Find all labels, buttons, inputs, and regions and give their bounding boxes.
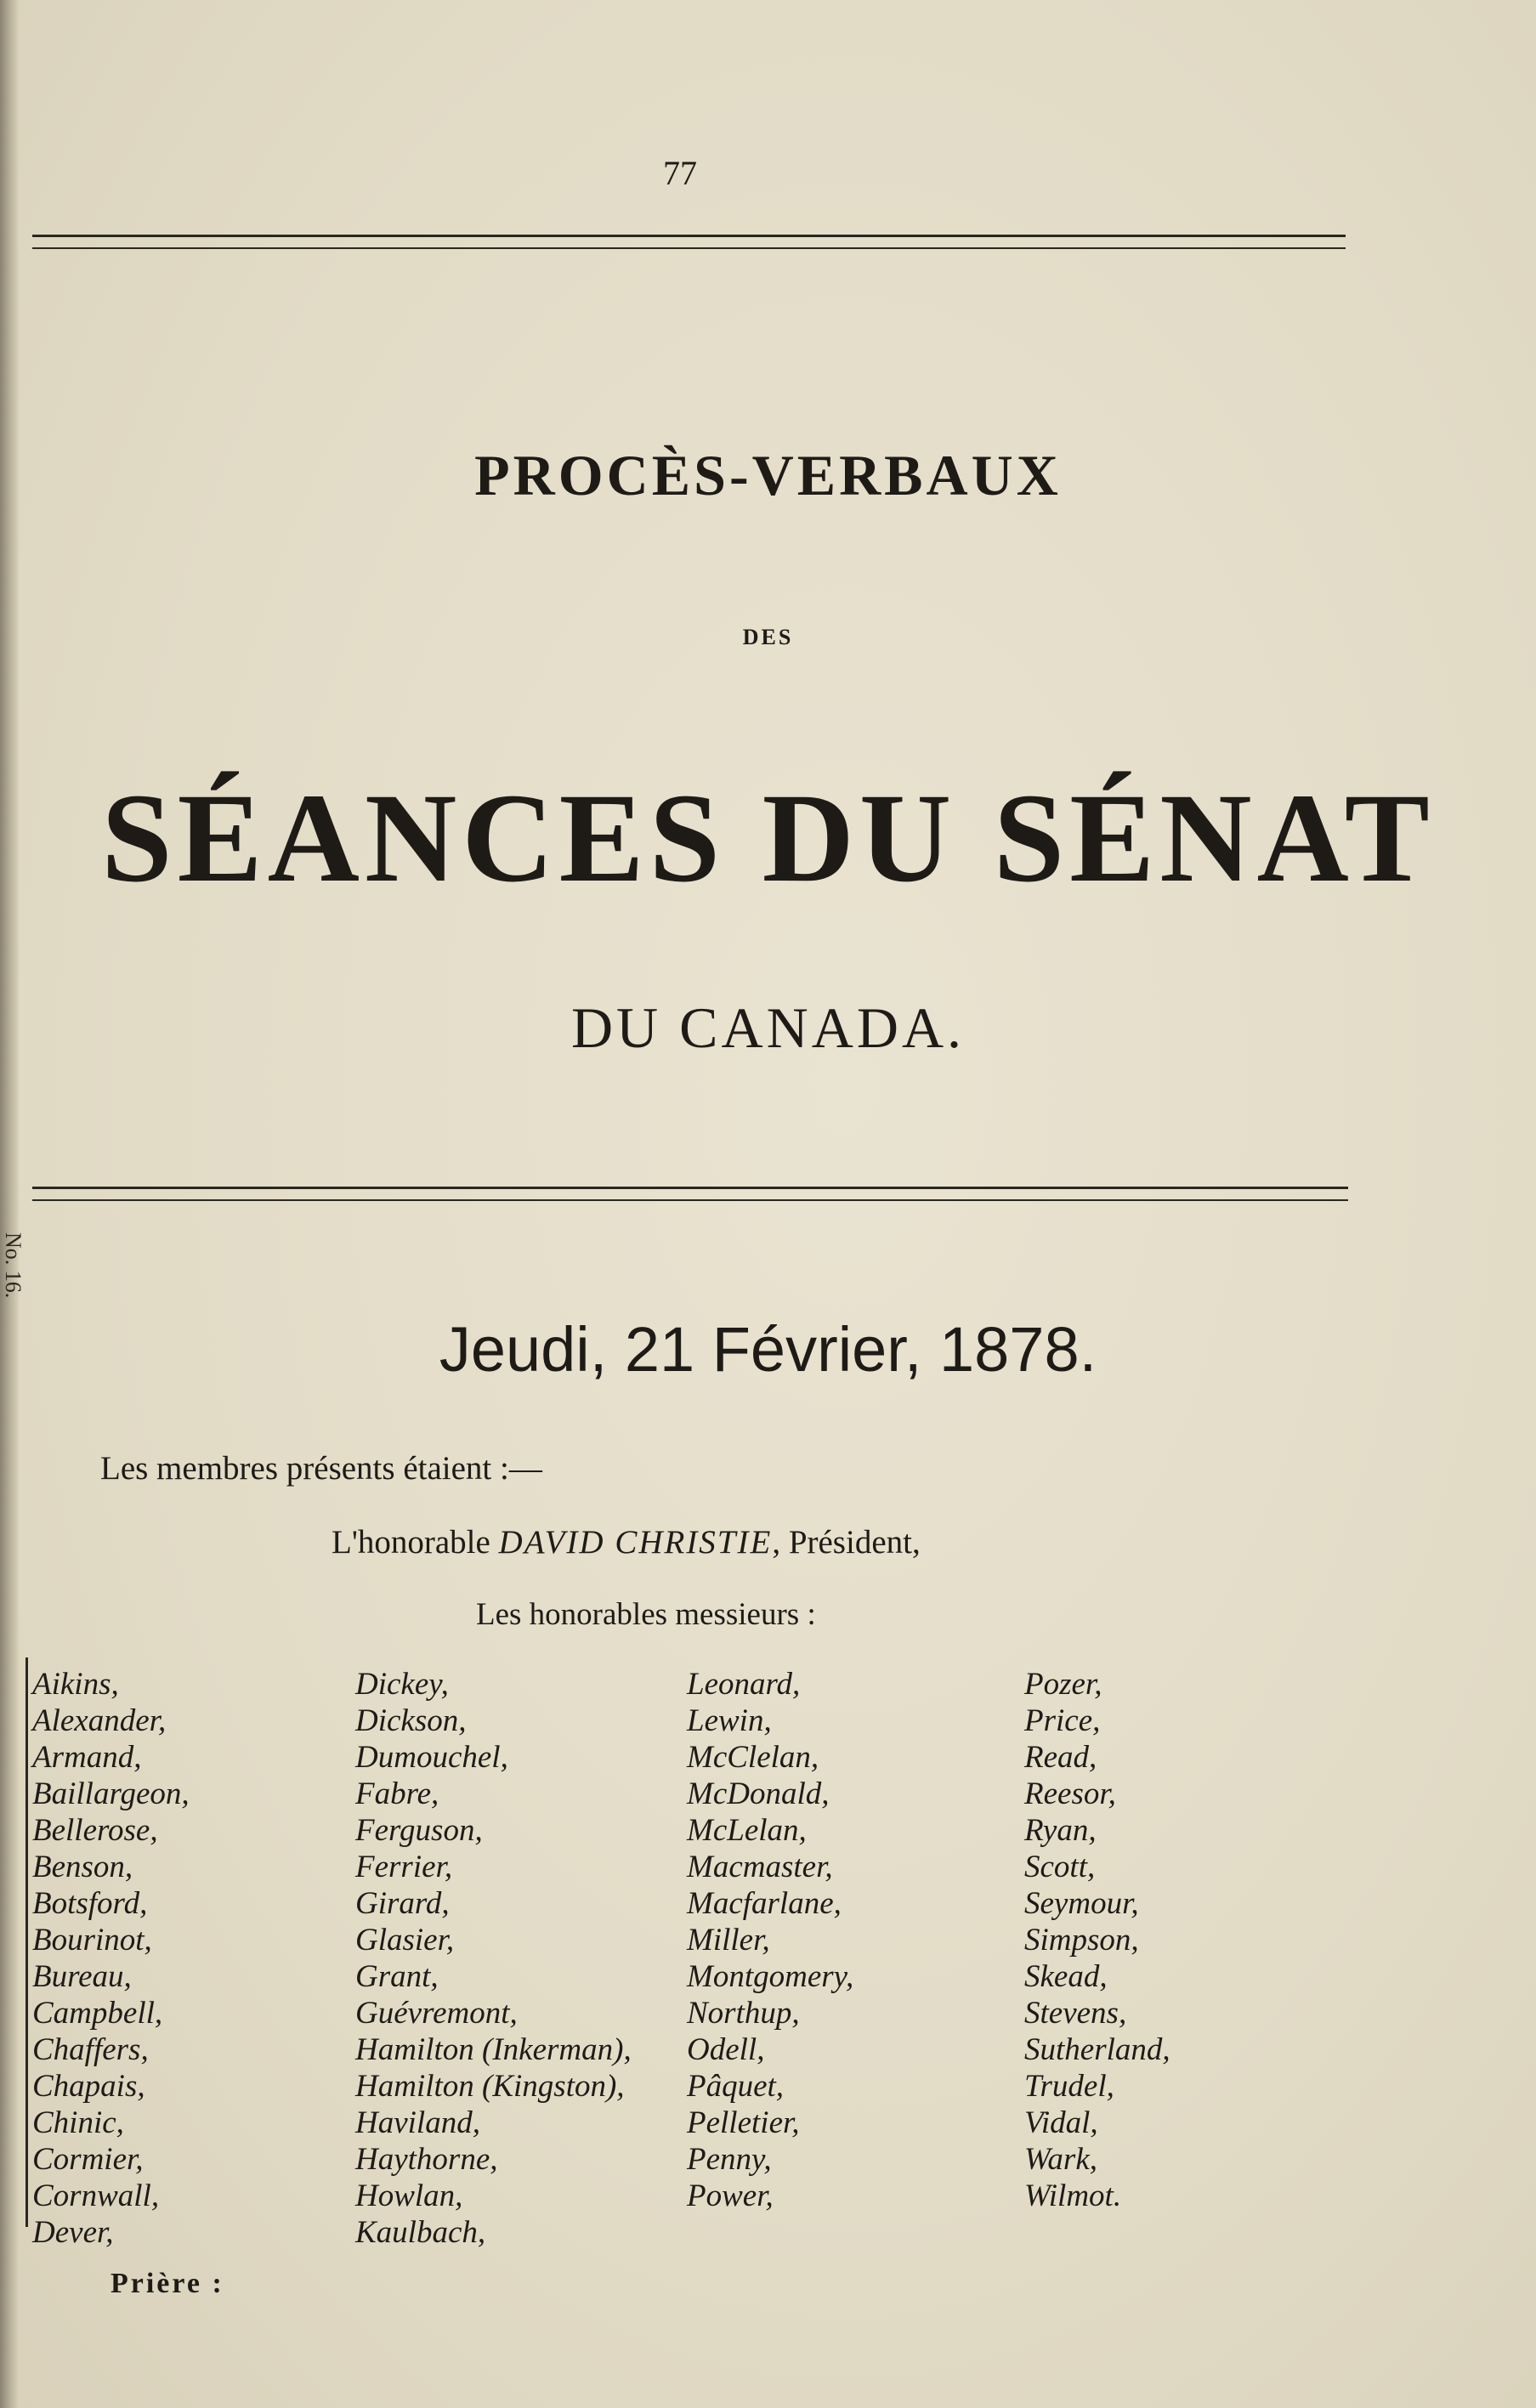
heading-proces-verbaux: PROCÈS-VERBAUX — [474, 443, 1062, 507]
member-name: Seymour, — [1024, 1886, 1139, 1921]
member-name: Skead, — [1024, 1959, 1108, 1994]
session-date: Jeudi, 21 Février, 1878. — [439, 1314, 1097, 1385]
member-name: Armand, — [32, 1740, 142, 1775]
member-name: Price, — [1024, 1703, 1101, 1738]
members-present-intro: Les membres présents étaient :— — [100, 1450, 542, 1487]
member-name: Sutherland, — [1024, 2032, 1170, 2067]
member-name: Dickson, — [355, 1703, 467, 1738]
member-name: McLelan, — [687, 1813, 807, 1848]
member-name: Bellerose, — [32, 1813, 158, 1848]
heading-des: DES — [742, 625, 794, 649]
member-name: Glasier, — [355, 1923, 455, 1958]
member-name: Dickey, — [355, 1667, 449, 1702]
member-name: Kaulbach, — [355, 2215, 486, 2250]
member-name: Miller, — [687, 1923, 770, 1958]
member-name: Hamilton (Inkerman), — [355, 2032, 632, 2067]
bottom-double-rule — [32, 1187, 1348, 1201]
member-name: Macmaster, — [687, 1850, 833, 1884]
member-name: McDonald, — [687, 1776, 830, 1811]
member-name: Dumouchel, — [355, 1740, 508, 1775]
member-name: Guévremont, — [355, 1996, 518, 2031]
member-name: Northup, — [687, 1996, 800, 2031]
member-name: Howlan, — [355, 2179, 463, 2213]
president-line — [332, 1523, 921, 1561]
honorables-messieurs-heading: Les honorables messieurs : — [476, 1597, 816, 1632]
member-name: Ferguson, — [355, 1813, 483, 1848]
margin-note: No. 16. — [1, 1232, 26, 1299]
member-name: Ryan, — [1024, 1813, 1097, 1848]
member-name: McClelan, — [687, 1740, 819, 1775]
heading-seances-du-senat: SÉANCES DU SÉNAT — [101, 768, 1435, 909]
member-name: Botsford, — [32, 1886, 148, 1921]
member-name: Alexander, — [32, 1703, 167, 1738]
binding-rule — [26, 1657, 28, 2227]
member-name: Cornwall, — [32, 2179, 160, 2213]
president-suffix: , Président, — [772, 1524, 921, 1561]
member-name: Cormier, — [32, 2142, 144, 2177]
member-name: Chaffers, — [32, 2032, 149, 2067]
member-name: Montgomery, — [687, 1959, 854, 1994]
member-name: Ferrier, — [355, 1850, 453, 1884]
member-name: Haythorne, — [355, 2142, 498, 2177]
members-column-3 — [687, 1666, 853, 2214]
member-name: Macfarlane, — [687, 1886, 842, 1921]
member-name: Read, — [1024, 1740, 1097, 1775]
member-name: Pozer, — [1024, 1667, 1102, 1702]
member-name: Odell, — [687, 2032, 765, 2067]
member-name: Pâquet, — [687, 2069, 785, 2104]
member-name: Campbell, — [32, 1996, 163, 2031]
member-name: Bureau, — [32, 1959, 132, 1994]
member-name: Trudel, — [1024, 2069, 1114, 2104]
member-name: Fabre, — [355, 1776, 439, 1811]
member-name: Benson, — [32, 1850, 133, 1884]
member-name: Dever, — [32, 2215, 114, 2250]
page-number: 77 — [663, 154, 697, 192]
member-name: Baillargeon, — [32, 1776, 190, 1811]
member-name: Simpson, — [1024, 1923, 1139, 1958]
priere-heading: Prière : — [111, 2268, 224, 2299]
member-name: Girard, — [355, 1886, 450, 1921]
member-name: Bourinot, — [32, 1923, 152, 1958]
members-column-1 — [32, 1666, 190, 2251]
heading-du-canada: DU CANADA. — [570, 995, 966, 1060]
member-name: Power, — [687, 2179, 774, 2213]
member-name: Scott, — [1024, 1850, 1096, 1884]
member-name: Stevens, — [1024, 1996, 1127, 2031]
member-name: Wilmot. — [1024, 2179, 1122, 2213]
member-name: Reesor, — [1024, 1776, 1116, 1811]
member-name: Leonard, — [687, 1667, 801, 1702]
member-name: Grant, — [355, 1959, 439, 1994]
member-name: Haviland, — [355, 2105, 480, 2140]
member-name: Lewin, — [687, 1703, 772, 1738]
member-name: Pelletier, — [687, 2105, 800, 2140]
president-name: DAVID CHRISTIE — [498, 1524, 773, 1561]
top-double-rule — [32, 235, 1346, 249]
binding-edge — [0, 0, 19, 2408]
member-name: Vidal, — [1024, 2105, 1098, 2140]
members-column-4 — [1024, 1666, 1170, 2214]
member-name: Penny, — [687, 2142, 772, 2177]
member-name: Wark, — [1024, 2142, 1097, 2177]
president-prefix: L'honorable — [332, 1524, 499, 1561]
member-name: Aikins, — [32, 1667, 119, 1702]
member-name: Chinic, — [32, 2105, 124, 2140]
member-name: Chapais, — [32, 2069, 145, 2104]
members-column-2 — [355, 1666, 632, 2251]
member-name: Hamilton (Kingston), — [355, 2069, 625, 2104]
